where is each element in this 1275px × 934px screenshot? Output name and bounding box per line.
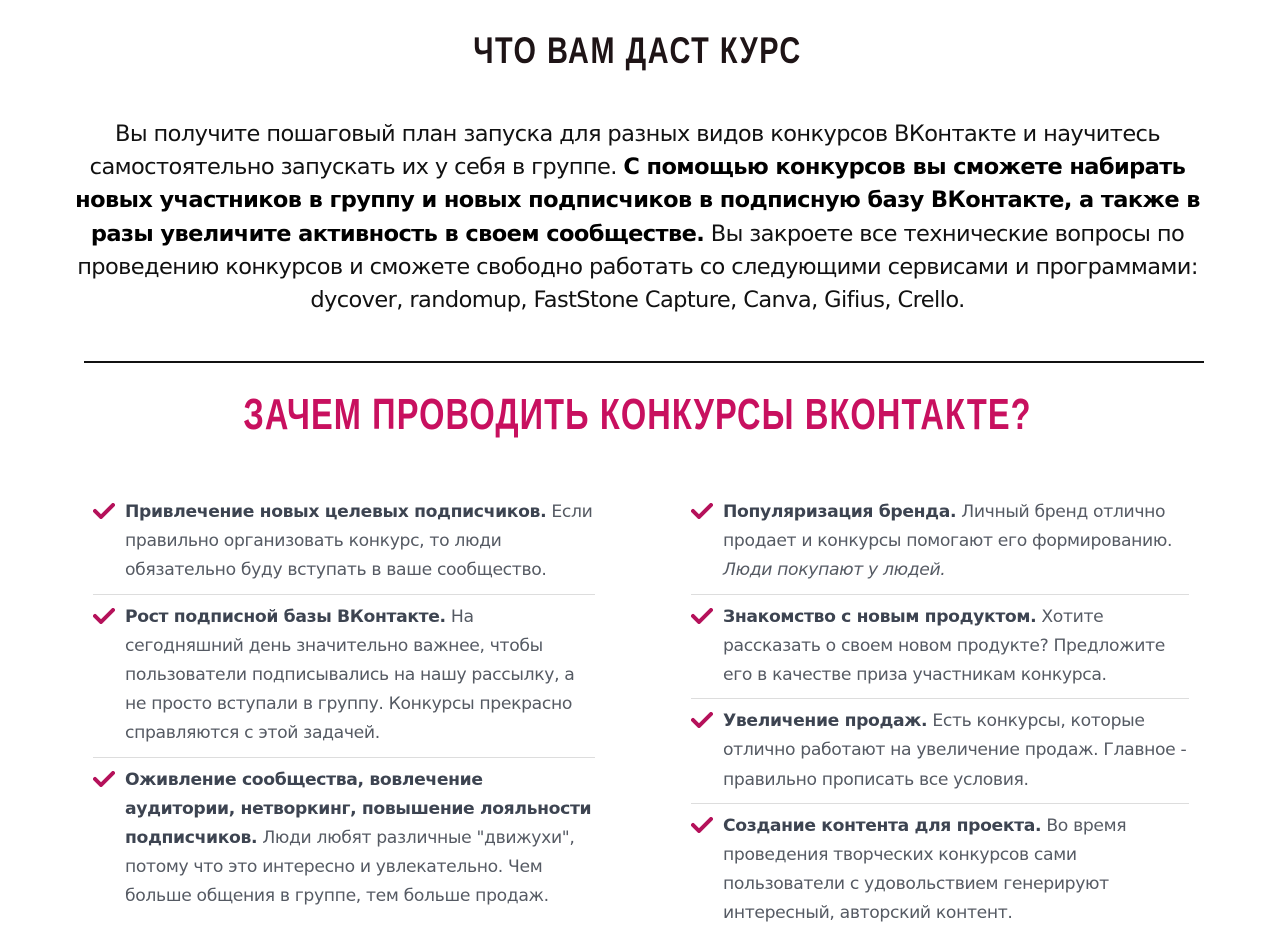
check-icon [93, 503, 115, 519]
item-lead: Увеличение продаж. [723, 711, 928, 732]
intro-text-part2: Вы закроете все технические вопросы по проведению конкурсов и сможете свободно работать со следующими сервисами и программами: dycover, randomup, FastStone Capture, Canva, Gifius, Crello. [77, 220, 1198, 314]
item-lead: Знакомство с новым продуктом. [723, 606, 1037, 627]
benefits-list-right [691, 497, 1189, 934]
check-icon [691, 608, 713, 624]
list-item [691, 602, 1189, 700]
item-text: На сегодняшний день значительно важнее, чтобы пользователи подписывались на нашу рассылку, а не просто вступали в группу. Конкурсы прекрасно справляются с этой задачей. [125, 606, 575, 744]
item-lead: Создание контента для проекта. [723, 815, 1042, 836]
list-item [691, 497, 1189, 595]
item-text: Люди любят различные "движухи", потому что это интересно и увлекательно. Чем больше общения в группе, тем больше продаж. [125, 828, 575, 907]
item-lead: Популяризация бренда. [723, 502, 957, 522]
item-text: Во время проведения творческих конкурсов сами пользователи с удовольствием генерируют интересный, авторский контент. [723, 815, 1127, 924]
list-item [93, 497, 595, 595]
intro-text-part1: Вы получите пошаговый план запуска для разных видов конкурсов ВКонтакте и научитесь самостоятельно запускать их у себя в группе. [89, 121, 1160, 181]
list-item [691, 706, 1189, 804]
list-item [93, 602, 595, 758]
item-text: Личный бренд отлично продает и конкурсы помогают его формированию. [723, 502, 1173, 552]
check-icon [93, 771, 115, 787]
section-title-course-benefits: ЧТО ВАМ ДАСТ КУРС [473, 30, 802, 71]
section-title-why-contests: ЗАЧЕМ ПРОВОДИТЬ КОНКУРСЫ ВКОНТАКТЕ? [243, 390, 1032, 439]
check-icon [691, 817, 713, 833]
list-item [691, 811, 1189, 934]
benefits-list-left [93, 497, 595, 927]
item-text: Есть конкурсы, которые отлично работают на увеличение продаж. Главное - правильно прописать все условия. [723, 711, 1187, 790]
intro-text-bold: С помощью конкурсов вы сможете набирать новых участников в группу и новых подписчиков в подписную базу ВКонтакте, а также в разы увеличите активность в своем сообществе. [75, 154, 1200, 247]
check-icon [93, 608, 115, 624]
item-lead: Рост подписной базы ВКонтакте. [125, 606, 446, 627]
check-icon [691, 503, 713, 519]
item-italic: Люди покупают у людей. [723, 560, 946, 581]
item-lead: Оживление сообщества, вовлечение аудитории, нетворкинг, повышение лояльности подписчиков. [125, 769, 592, 849]
item-text: Если правильно организовать конкурс, то люди обязательно буду вступать в ваше сообщество. [125, 502, 593, 581]
check-icon [691, 712, 713, 728]
list-item [93, 765, 595, 920]
item-text: Хотите рассказать о своем новом продукте? Предложите его в качестве приза участникам конкурса. [723, 606, 1165, 686]
section-divider [84, 361, 1204, 363]
item-lead: Привлечение новых целевых подписчиков. [125, 502, 547, 522]
intro-paragraph [75, 118, 1200, 317]
